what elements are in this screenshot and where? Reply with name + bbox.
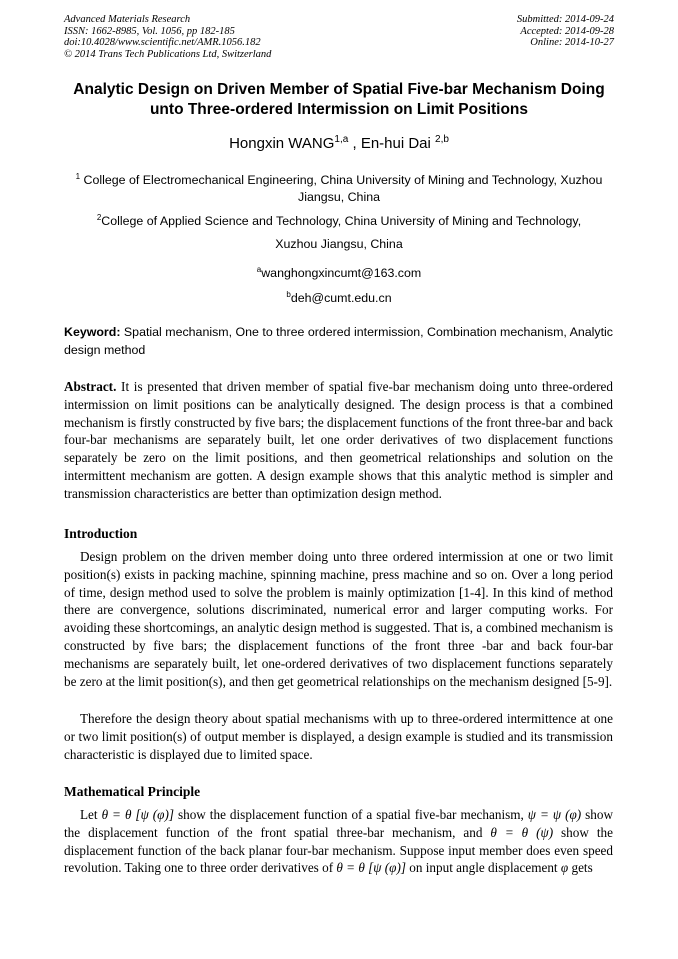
author-list xyxy=(40,131,638,153)
abstract xyxy=(64,378,613,503)
keyword-label: Keyword: xyxy=(64,325,121,339)
author-2-name: En-hui Dai xyxy=(360,135,436,152)
math-text-5: on input angle displacement xyxy=(405,860,561,876)
issn-line: ISSN: 1662-8985, Vol. 1056, pp 182-185 xyxy=(64,25,235,37)
doi-line: doi:10.4028/www.scientific.net/AMR.1056.182 xyxy=(64,37,261,48)
author-2-affiliation: 2,b xyxy=(435,134,449,145)
math-text-3: show the displacement function of the front spatial three-bar mechanism, and xyxy=(64,807,613,840)
formula-three-bar-displacement: ψ = ψ (φ) xyxy=(527,807,582,822)
abstract-label: Abstract. xyxy=(64,379,117,394)
math-principle-heading: Mathematical Principle xyxy=(64,784,201,799)
introduction-paragraph-2: Therefore the design theory about spatial mechanisms with up to three-ordered intermittence at one or two limit position(s) of output member is displayed, a design example is studied and its transmission characteristic is displayed due to limited space. xyxy=(64,711,613,762)
online-date: Online: 2014-10-27 xyxy=(530,37,614,48)
affiliation-2 xyxy=(40,209,638,230)
affiliation-2-line-2: Xuzhou Jiangsu, China xyxy=(275,237,403,251)
affiliation-2-line-1: College of Applied Science and Technology, China University of Mining and Technology, xyxy=(101,214,582,229)
math-text-1: Let xyxy=(80,807,102,822)
affiliation-1 xyxy=(40,168,638,206)
formula-five-bar-displacement: θ = θ [ψ (φ)] xyxy=(101,807,174,822)
math-principle-paragraph xyxy=(64,806,613,877)
journal-name: Advanced Materials Research xyxy=(64,14,191,25)
publication-info xyxy=(64,14,271,60)
formula-four-bar-displacement: θ = θ (ψ) xyxy=(490,824,554,840)
math-text-6: gets xyxy=(568,860,593,876)
title-line-1: Analytic Design on Driven Member of Spatial Five-bar Mechanism Doing xyxy=(73,81,605,98)
paper-title xyxy=(50,80,628,120)
affiliation-1-line-1: College of Electromechanical Engineering, China University of Mining and Technology, Xuzhou xyxy=(80,173,603,188)
affiliation-1-marker: 1 xyxy=(75,172,81,181)
email-b-address: deh@cumt.edu.cn xyxy=(290,291,392,306)
author-separator: , xyxy=(348,135,361,152)
accepted-date: Accepted: 2014-09-28 xyxy=(520,25,614,37)
email-b xyxy=(40,286,638,307)
affiliation-1-line-2: Jiangsu, China xyxy=(298,190,380,205)
email-a-marker: a xyxy=(256,265,262,274)
publication-dates xyxy=(517,14,614,49)
abstract-text: It is presented that driven member of spatial five-bar mechanism doing unto three-ordered intermission on limit positions can be analytically designed. The design process is that a combined mechanism is firstly constructed by five bars; the displacement functions of the front three-bar and back four-bar mechanisms are separately built, let one order derivatives of two displacement functions separately be zero on the limit positions, and then geometrical relationships and solution on the intermittent mechanism are gotten. A design example shows that this analytic method is simpler and transmission characteristics are better than optimization design method. xyxy=(64,379,613,501)
formula-composite-displacement: θ = θ [ψ (φ)] xyxy=(336,860,406,876)
copyright-line: © 2014 Trans Tech Publications Ltd, Switzerland xyxy=(64,48,272,60)
affiliation-2-marker: 2 xyxy=(96,213,102,222)
email-a xyxy=(40,261,638,282)
author-1-affiliation: 1,a xyxy=(334,134,349,145)
keywords xyxy=(64,323,613,359)
introduction-heading: Introduction xyxy=(64,526,138,541)
math-text-4: show the displacement function of the back planar four-bar mechanism. Suppose input member does even speed revolution. Taking one to three order derivatives of xyxy=(64,824,613,876)
submitted-date: Submitted: 2014-09-24 xyxy=(516,14,614,25)
email-b-marker: b xyxy=(286,290,291,299)
title-line-2: unto Three-ordered Intermission on Limit Positions xyxy=(149,101,529,118)
keyword-text: Spatial mechanism, One to three ordered intermission, Combination mechanism, Analytic design method xyxy=(64,325,613,357)
email-a-address: wanghongxincumt@163.com xyxy=(261,266,422,281)
math-text-2: show the displacement function of a spatial five-bar mechanism, xyxy=(173,807,528,822)
author-1-name: Hongxin WANG xyxy=(229,135,335,152)
formula-input-angle: φ xyxy=(560,860,569,876)
introduction-paragraph-1: Design problem on the driven member doing unto three ordered intermission at one or two limit position(s) exists in packing machine, spinning machine, press machine and so on. Over a long period of time, design method used to solve the problem is mainly optimization [1-4]. In this kind of method there are convergence, solutions discriminated, numerical error and larger computing works. For avoiding these shortcomings, an analytic design method is suggested. That is, a combined mechanism is constructed by five bars; the displacement functions of the front three -bar and back four-bar mechanisms are separately built, let one-ordered derivatives of two displacement functions separately be zero at the limit position(s), and then get geometrical relationships on the mechanism designed [5-9]. xyxy=(64,549,613,689)
